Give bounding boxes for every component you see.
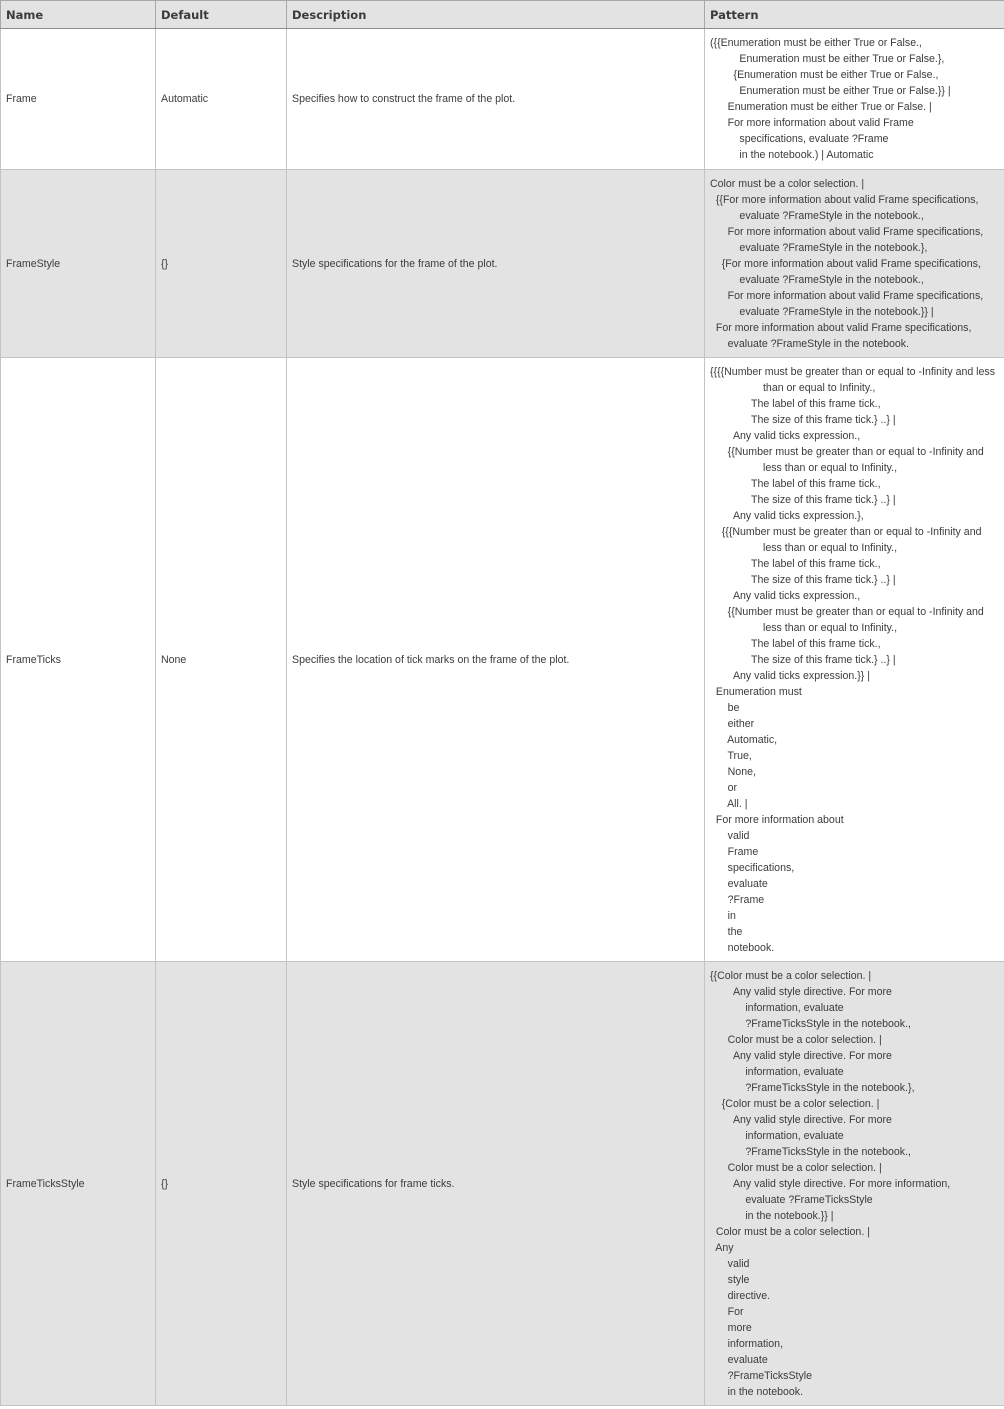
- pattern-line: Color must be a color selection. |: [710, 1225, 870, 1238]
- cell-description: Specifies the location of tick marks on the frame of the plot.: [287, 358, 705, 962]
- pattern-line: evaluate ?FrameStyle in the notebook.},: [710, 241, 928, 254]
- pattern-line: {{Number must be greater than or equal to -Infinity and: [710, 605, 984, 618]
- pattern-line: evaluate ?FrameStyle in the notebook.}} |: [710, 305, 934, 318]
- pattern-line: Color must be a color selection. |: [710, 177, 865, 190]
- pattern-line: ({{Enumeration must be either True or False.,: [710, 37, 922, 49]
- pattern-line: Enumeration must be either True or False.},: [710, 53, 945, 65]
- pattern-line: evaluate ?FrameStyle in the notebook.,: [710, 273, 924, 286]
- pattern-line: The size of this frame tick.} ..} |: [710, 653, 896, 666]
- cell-default: {}: [156, 170, 287, 358]
- cell-default: Automatic: [156, 29, 287, 170]
- pattern-line: in the notebook.) | Automatic: [710, 149, 874, 161]
- pattern-line: ?Frame: [710, 893, 765, 906]
- pattern-line: Any valid style directive. For more: [710, 1113, 892, 1126]
- pattern-line: evaluate ?FrameTicksStyle: [710, 1193, 873, 1206]
- pattern-line: Color must be a color selection. |: [710, 1161, 882, 1174]
- pattern-line: Automatic,: [710, 733, 778, 746]
- pattern-line: Color must be a color selection. |: [710, 1033, 882, 1046]
- pattern-line: evaluate: [710, 1353, 768, 1366]
- pattern-line: directive.: [710, 1289, 771, 1302]
- pattern-line: The label of this frame tick.,: [710, 397, 881, 410]
- pattern-line: {{Number must be greater than or equal to -Infinity and: [710, 445, 984, 458]
- pattern-line: or: [710, 781, 738, 794]
- pattern-line: For more information about valid Frame specifications,: [710, 225, 984, 238]
- pattern-line: style: [710, 1273, 750, 1286]
- cell-description: Specifies how to construct the frame of the plot.: [287, 29, 705, 170]
- pattern-line: Any valid style directive. For more information,: [710, 1177, 951, 1190]
- pattern-line: The size of this frame tick.} ..} |: [710, 493, 896, 506]
- pattern-line: The label of this frame tick.,: [710, 557, 881, 570]
- pattern-line: information, evaluate: [710, 1065, 844, 1078]
- pattern-line: more: [710, 1321, 752, 1334]
- cell-description: Style specifications for frame ticks.: [287, 962, 705, 1406]
- table-row: [1, 358, 1004, 962]
- pattern-line: For: [710, 1305, 744, 1318]
- cell-pattern: [705, 29, 1004, 170]
- header-name: Name: [1, 1, 156, 29]
- pattern-line: None,: [710, 765, 756, 778]
- pattern-line: evaluate: [710, 877, 768, 890]
- pattern-line: Any valid ticks expression.,: [710, 589, 861, 602]
- cell-pattern: [705, 358, 1004, 962]
- pattern-line: Any valid ticks expression.},: [710, 509, 864, 522]
- pattern-line: information, evaluate: [710, 1129, 844, 1142]
- cell-name: FrameTicks: [1, 358, 156, 962]
- cell-pattern: [705, 962, 1004, 1406]
- pattern-line: For more information about valid Frame: [710, 117, 914, 129]
- pattern-line: The label of this frame tick.,: [710, 477, 881, 490]
- pattern-line: information,: [710, 1337, 784, 1350]
- pattern-line: ?FrameTicksStyle in the notebook.,: [710, 1145, 911, 1158]
- pattern-line: The label of this frame tick.,: [710, 637, 881, 650]
- pattern-line: {{For more information about valid Frame specifications,: [710, 193, 979, 206]
- pattern-line: in: [710, 909, 736, 922]
- pattern-line: For more information about: [710, 813, 844, 826]
- pattern-line: Any valid ticks expression.}} |: [710, 669, 870, 682]
- pattern-line: valid: [710, 829, 750, 842]
- pattern-line: valid: [710, 1257, 750, 1270]
- pattern-line: specifications,: [710, 861, 795, 874]
- header-description: Description: [287, 1, 705, 29]
- header-pattern: Pattern: [705, 1, 1004, 29]
- pattern-line: Enumeration must be either True or False.}} |: [710, 85, 951, 97]
- pattern-line: than or equal to Infinity.,: [710, 381, 876, 394]
- pattern-line: The size of this frame tick.} ..} |: [710, 413, 896, 426]
- pattern-line: specifications, evaluate ?Frame: [710, 133, 889, 145]
- cell-description: Style specifications for the frame of the plot.: [287, 170, 705, 358]
- cell-name: FrameStyle: [1, 170, 156, 358]
- pattern-line: {Color must be a color selection. |: [710, 1097, 880, 1110]
- cell-name: Frame: [1, 29, 156, 170]
- cell-pattern: [705, 170, 1004, 358]
- table-row: [1, 170, 1004, 358]
- pattern-line: ?FrameTicksStyle in the notebook.,: [710, 1017, 911, 1030]
- pattern-line: {For more information about valid Frame specifications,: [710, 257, 981, 270]
- pattern-line: The size of this frame tick.} ..} |: [710, 573, 896, 586]
- pattern-line: All. |: [710, 797, 748, 810]
- pattern-line: notebook.: [710, 941, 775, 954]
- pattern-line: ?FrameTicksStyle in the notebook.},: [710, 1081, 915, 1094]
- pattern-line: Any valid ticks expression.,: [710, 429, 861, 442]
- pattern-line: evaluate ?FrameStyle in the notebook.: [710, 337, 910, 350]
- pattern-line: either: [710, 717, 755, 730]
- pattern-line: information, evaluate: [710, 1001, 844, 1014]
- pattern-line: For more information about valid Frame specifications,: [710, 289, 984, 302]
- pattern-line: True,: [710, 749, 752, 762]
- pattern-line: {{Color must be a color selection. |: [710, 969, 872, 982]
- pattern-line: Enumeration must be either True or False. |: [710, 101, 932, 113]
- pattern-line: be: [710, 701, 740, 714]
- cell-default: None: [156, 358, 287, 962]
- table-row: [1, 962, 1004, 1406]
- pattern-line: the: [710, 925, 743, 938]
- pattern-line: in the notebook.}} |: [710, 1209, 834, 1222]
- pattern-line: less than or equal to Infinity.,: [710, 621, 898, 634]
- pattern-line: Frame: [710, 845, 759, 858]
- pattern-line: ?FrameTicksStyle: [710, 1369, 813, 1382]
- header-default: Default: [156, 1, 287, 29]
- pattern-line: Any valid style directive. For more: [710, 1049, 892, 1062]
- pattern-line: Enumeration must: [710, 685, 802, 698]
- pattern-line: {{{{Number must be greater than or equal to -Infinity and less: [710, 365, 996, 378]
- pattern-line: in the notebook.: [710, 1385, 804, 1398]
- pattern-line: less than or equal to Infinity.,: [710, 541, 898, 554]
- table-row: [1, 29, 1004, 170]
- pattern-line: less than or equal to Infinity.,: [710, 461, 898, 474]
- pattern-line: evaluate ?FrameStyle in the notebook.,: [710, 209, 924, 222]
- pattern-line: Any valid style directive. For more: [710, 985, 892, 998]
- header-row: [1, 1, 1004, 29]
- cell-default: {}: [156, 962, 287, 1406]
- pattern-line: Any: [710, 1241, 734, 1254]
- pattern-line: {{{Number must be greater than or equal to -Infinity and: [710, 525, 982, 538]
- pattern-line: For more information about valid Frame specifications,: [710, 321, 972, 334]
- pattern-line: {Enumeration must be either True or False.,: [710, 69, 939, 81]
- cell-name: FrameTicksStyle: [1, 962, 156, 1406]
